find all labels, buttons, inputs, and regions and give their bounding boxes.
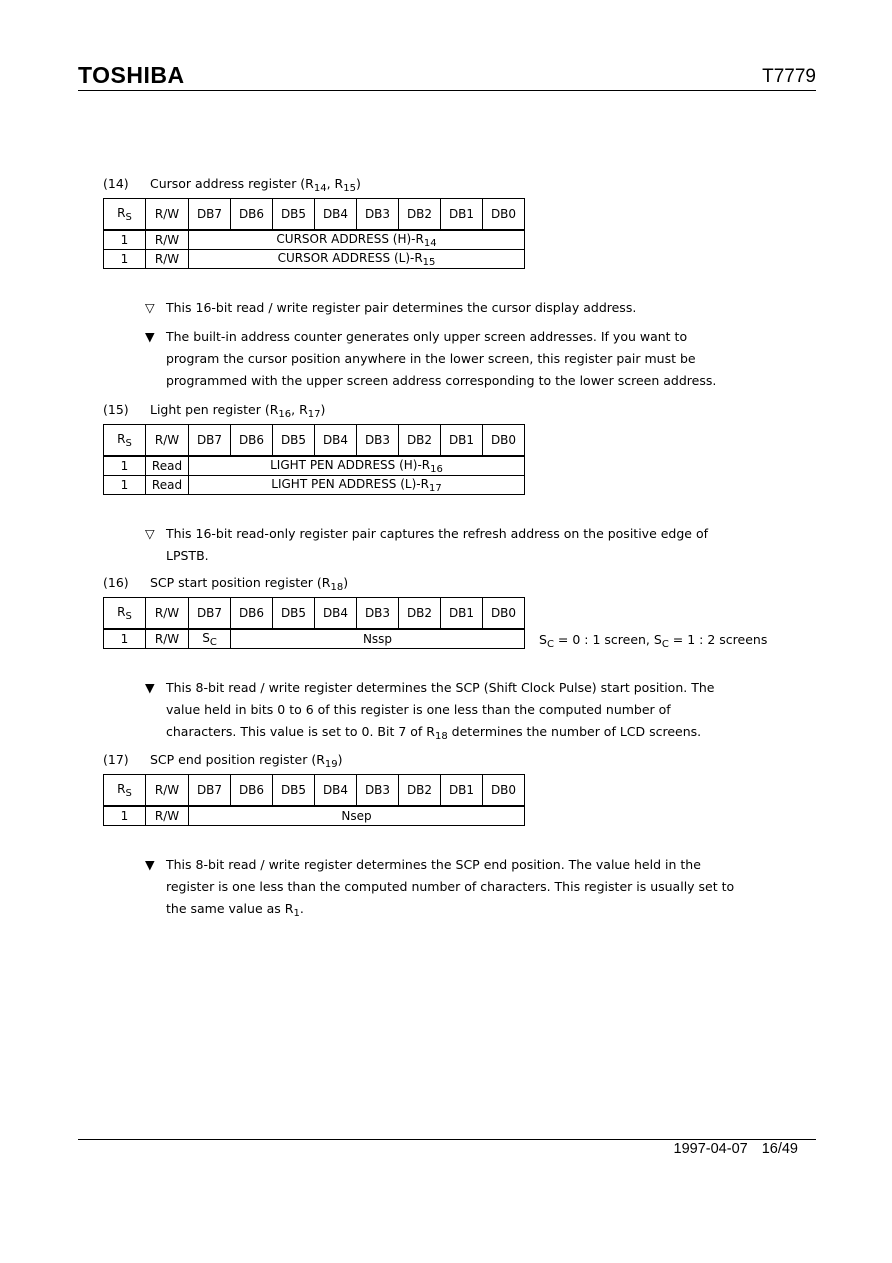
col-header-db5: DB5	[273, 425, 315, 457]
cell-rw: R/W	[146, 250, 189, 269]
section-16-number: (16)	[103, 575, 129, 590]
col-header-db2: DB2	[399, 775, 441, 807]
col-header-db7: DB7	[189, 775, 231, 807]
cell-rw: Read	[146, 476, 189, 495]
section-17-number: (17)	[103, 752, 129, 767]
cell-content: Nsep	[189, 806, 525, 826]
header-rule	[78, 90, 816, 91]
table-row	[104, 230, 525, 250]
col-header-db1: DB1	[441, 199, 483, 231]
note-line: This 16-bit read / write register pair determines the cursor display address.	[166, 300, 637, 315]
col-header-db3: DB3	[357, 425, 399, 457]
register-table-15	[103, 424, 525, 495]
col-header-db2: DB2	[399, 199, 441, 231]
note-line: the same value as $R_1$.	[166, 901, 304, 919]
col-header-rw: R/W	[146, 199, 189, 231]
register-table-14	[103, 198, 525, 269]
col-header-rs: $R_S$	[104, 199, 146, 231]
footer	[674, 1141, 798, 1157]
col-header-db1: DB1	[441, 598, 483, 630]
col-header-db0: DB0	[483, 199, 525, 231]
col-header-db1: DB1	[441, 425, 483, 457]
cell-content: CURSOR ADDRESS $(H)-R_{14}$	[189, 230, 525, 250]
note-line: This 8-bit read / write register determines the SCP end position. The value held in the	[166, 857, 701, 872]
cell-rw: R/W	[146, 230, 189, 250]
note-14-2	[145, 326, 805, 392]
col-header-db6: DB6	[231, 425, 273, 457]
cell-rw: R/W	[146, 806, 189, 826]
col-header-db6: DB6	[231, 598, 273, 630]
col-header-db0: DB0	[483, 425, 525, 457]
note-15-1	[145, 523, 805, 567]
col-header-db4: DB4	[315, 425, 357, 457]
col-header-db7: DB7	[189, 598, 231, 630]
table-row	[104, 476, 525, 495]
open-triangle-icon: ▽	[145, 300, 155, 315]
note-line: register is one less than the computed number of characters. This register is usually set to	[166, 879, 735, 894]
col-header-db3: DB3	[357, 775, 399, 807]
section-15-heading: Light pen register ($R_{16}$, $R_{17}$)	[149, 402, 326, 420]
note-line: programmed with the upper screen address corresponding to the lower screen address.	[166, 373, 717, 388]
col-header-db1: DB1	[441, 775, 483, 807]
section-17-title	[103, 752, 343, 770]
section-16-title	[103, 575, 348, 593]
section-14-title	[103, 176, 361, 194]
note-16-1	[145, 677, 805, 748]
col-header-rw: R/W	[146, 425, 189, 457]
col-header-db4: DB4	[315, 775, 357, 807]
note-line: This 16-bit read-only register pair captures the refresh address on the positive edge of	[166, 526, 709, 541]
cell-content: LIGHT PEN ADDRESS $(H)-R_{16}$	[189, 456, 525, 476]
note-line: This 8-bit read / write register determines the SCP (Shift Clock Pulse) start position. The	[166, 680, 715, 695]
register-table-16	[103, 597, 525, 649]
col-header-db5: DB5	[273, 775, 315, 807]
page-number: 16/49	[761, 1141, 798, 1157]
note-line: LPSTB.	[166, 548, 209, 563]
cell-rs: 1	[104, 806, 146, 826]
col-header-rs: $R_S$	[104, 775, 146, 807]
footer-date: 1997-04-07	[673, 1141, 748, 1157]
col-header-rs: $R_S$	[104, 598, 146, 630]
col-header-db0: DB0	[483, 775, 525, 807]
table-row	[104, 806, 525, 826]
section-14-heading: Cursor address register ($R_{14}$, $R_{15}$)	[149, 176, 361, 194]
table-header-row	[104, 425, 525, 457]
cell-rs: 1	[104, 476, 146, 495]
note-line: The built-in address counter generates only upper screen addresses. If you want to	[166, 329, 688, 344]
table-header-row	[104, 775, 525, 807]
note-line: value held in bits 0 to 6 of this register is one less than the computed number of	[166, 702, 671, 717]
table-header-row	[104, 598, 525, 630]
note-line: characters. This value is set to 0. Bit 7 of $R_{18}$ determines the number of LCD screens.	[166, 724, 702, 742]
filled-triangle-icon: ▼	[145, 329, 155, 344]
cell-content: LIGHT PEN ADDRESS $(L)-R_{17}$	[189, 476, 525, 495]
cell-content: CURSOR ADDRESS $(L)-R_{15}$	[189, 250, 525, 269]
table-header-row	[104, 199, 525, 231]
col-header-rw: R/W	[146, 598, 189, 630]
col-header-db6: DB6	[231, 775, 273, 807]
col-header-db2: DB2	[399, 425, 441, 457]
col-header-db4: DB4	[315, 598, 357, 630]
part-number: T7779	[762, 66, 816, 87]
screen-mode-note: $S_C = 0$ : 1 screen, $S_C = 1$ : 2 screens	[539, 632, 768, 650]
col-header-db7: DB7	[189, 199, 231, 231]
col-header-db6: DB6	[231, 199, 273, 231]
col-header-db0: DB0	[483, 598, 525, 630]
col-header-db5: DB5	[273, 598, 315, 630]
cell-rs: 1	[104, 230, 146, 250]
table-row	[104, 629, 525, 649]
cell-rs: 1	[104, 629, 146, 649]
col-header-db2: DB2	[399, 598, 441, 630]
table-row	[104, 250, 525, 269]
cell-rs: 1	[104, 250, 146, 269]
filled-triangle-icon: ▼	[145, 857, 155, 872]
col-header-db5: DB5	[273, 199, 315, 231]
cell-rw: Read	[146, 456, 189, 476]
cell-content: Nssp	[231, 629, 525, 649]
col-header-db7: DB7	[189, 425, 231, 457]
cell-sc: $S_C$	[189, 629, 231, 649]
col-header-db3: DB3	[357, 598, 399, 630]
open-triangle-icon: ▽	[145, 526, 155, 541]
col-header-rs: $R_S$	[104, 425, 146, 457]
section-15-title	[103, 402, 325, 420]
section-17-heading: SCP end position register $(R_{19})$	[149, 752, 343, 770]
section-15-number: (15)	[103, 402, 129, 417]
filled-triangle-icon: ▼	[145, 680, 155, 695]
col-header-db3: DB3	[357, 199, 399, 231]
note-14-1	[145, 297, 805, 319]
note-17-1	[145, 854, 805, 925]
cell-rs: 1	[104, 456, 146, 476]
col-header-db4: DB4	[315, 199, 357, 231]
table-row	[104, 456, 525, 476]
section-16-heading: SCP start position register $(R_{18})$	[149, 575, 349, 593]
col-header-rw: R/W	[146, 775, 189, 807]
section-14-number: (14)	[103, 176, 129, 191]
toshiba-logo: TOSHIBA	[78, 62, 185, 88]
register-table-17	[103, 774, 525, 826]
footer-rule	[78, 1139, 816, 1140]
note-line: program the cursor position anywhere in the lower screen, this register pair must be	[166, 351, 696, 366]
cell-rw: R/W	[146, 629, 189, 649]
